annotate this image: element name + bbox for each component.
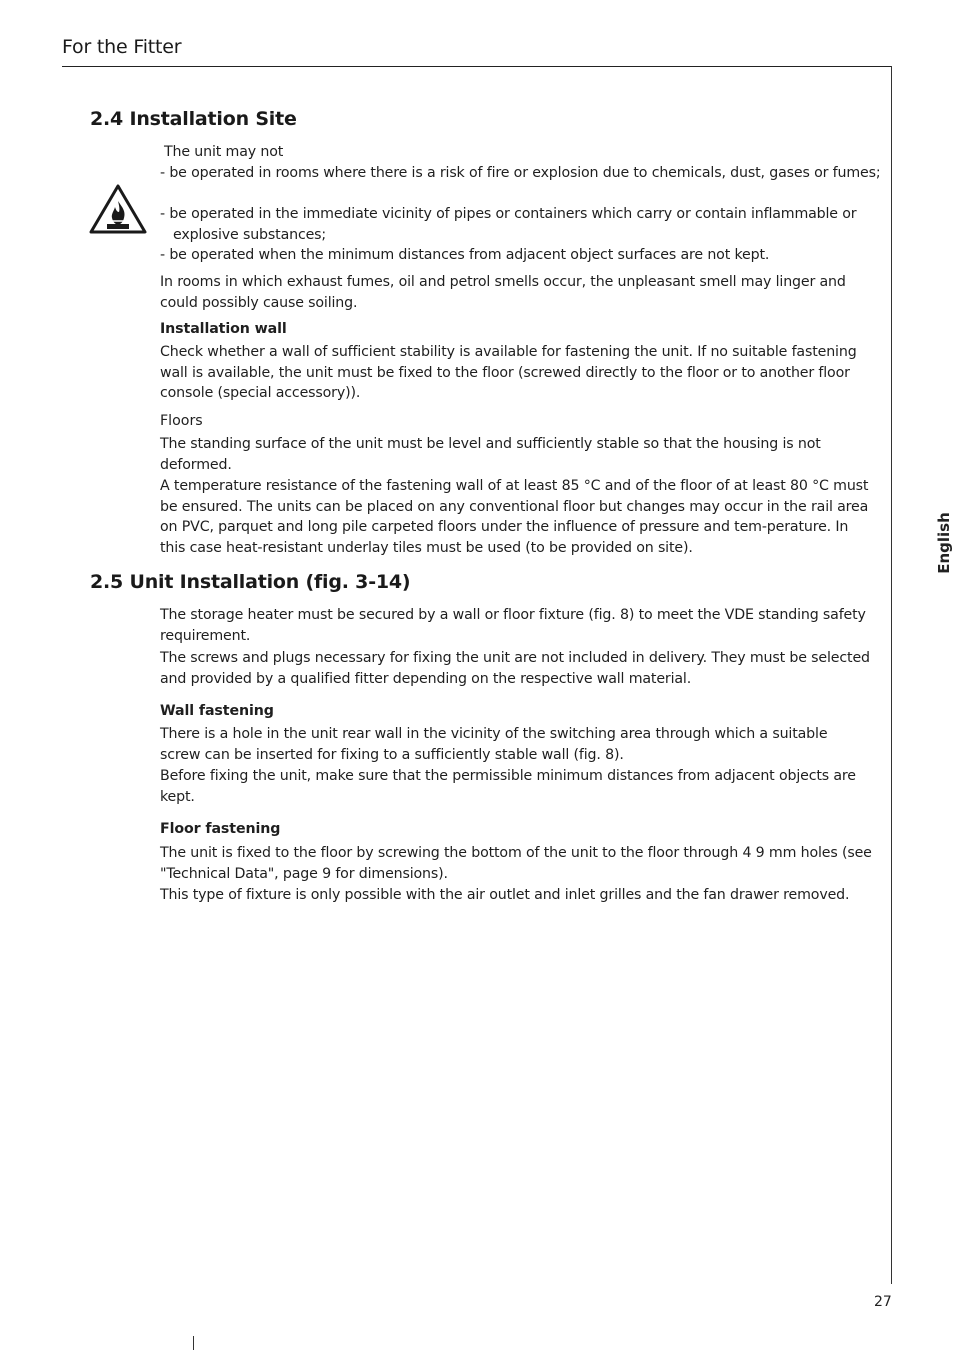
margin-mark [193,1336,194,1350]
wall-fastening-text-1: There is a hole in the unit rear wall in the vicinity of the switching area through which a suitable screw can be inserted for fixing to a sufficiently stable wall (fig. 8). [160,726,828,763]
floors-text-1: The standing surface of the unit must be level and sufficiently stable so that the housing is not deformed. [160,436,821,473]
header-rule [62,66,892,67]
smell-paragraph: In rooms in which exhaust fumes, oil and petrol smells occur, the unpleasant smell may linger and could possibly cause soiling. [160,274,846,311]
installation-wall-heading: Installation wall [160,321,287,337]
intro-text: The unit may not [164,144,284,160]
header-title: For the Fitter [62,36,182,58]
wall-fastening-heading: Wall fastening [160,703,274,719]
floors-text-2: A temperature resistance of the fastening wall of at least 85 °C and of the floor of at least 80 °C must be ensured. The units can be placed on any conventional floor but changes may occur in the rail area on PVC, parquet and long pile carpeted floors under the influence of pressure and tem-perature. In this case heat-resistant underlay tiles must be used (to be provided on site). [160,478,869,556]
floor-fastening-text-2: This type of fixture is only possible with the air outlet and inlet grilles and the fan drawer removed. [160,887,850,903]
wall-fastening-text-2: Before fixing the unit, make sure that the permissible minimum distances from adjacent objects are kept. [160,768,856,805]
floor-fastening-text-1: The unit is fixed to the floor by screwing the bottom of the unit to the floor through 4 9 mm holes (see "Technical Data", page 9 for dimensions). [160,845,872,882]
installation-wall-text: Check whether a wall of sufficient stability is available for fastening the unit. If no suitable fastening wall is available, the unit must be fixed to the floor (screwed directly to the floor or to another floor console (special accessory)). [160,344,857,402]
unit-installation-paragraph-2: The screws and plugs necessary for fixing the unit are not included in delivery. They must be selected and provided by a qualified fitter depending on the respective wall material. [160,650,870,687]
list-item: - be operated in the immediate vicinity of pipes or containers which carry or contain inflammable or explosive substances; [160,206,857,243]
section-heading-2-4: 2.4 Installation Site [90,108,297,130]
fire-warning-icon [88,183,148,235]
floors-heading: Floors [160,413,203,429]
list-item: - be operated in rooms where there is a risk of fire or explosion due to chemicals, dust, gases or fumes; [160,165,881,181]
section-heading-2-5: 2.5 Unit Installation (fig. 3-14) [90,571,411,593]
list-item: - be operated when the minimum distances from adjacent object surfaces are not kept. [160,247,770,263]
right-margin-rule [891,66,892,1284]
floor-fastening-heading: Floor fastening [160,821,281,837]
page-number: 27 [874,1294,892,1310]
unit-installation-paragraph-1: The storage heater must be secured by a wall or floor fixture (fig. 8) to meet the VDE standing safety requirement. [160,607,866,644]
language-side-label: English [935,512,953,574]
